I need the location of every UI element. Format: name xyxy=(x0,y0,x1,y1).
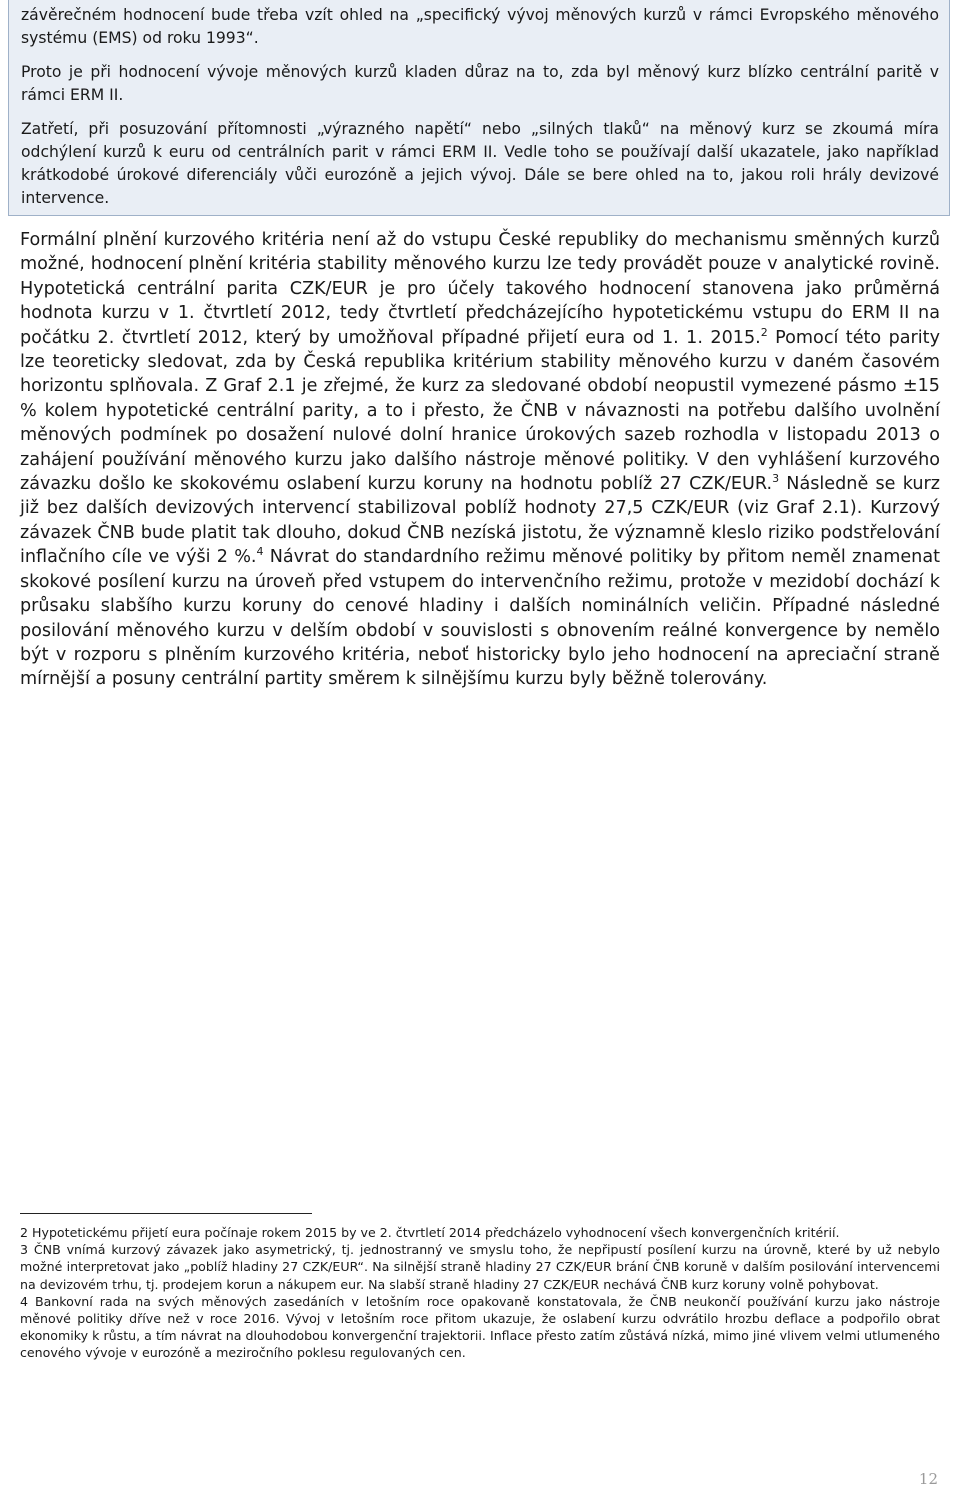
main-text-part-3: Následně se kurz již bez dalších devizových intervencí stabilizoval poblíž hodnoty 27,5 CZK/EUR (viz Graf 2.1). Kurzový závazek ČNB bude platit tak dlouho, dokud ČNB nezíská jistotu, že významně kleslo riziko podstřelování inflačního cíle ve výši 2 %. xyxy=(20,474,940,568)
footnote-4: 4 Bankovní rada na svých měnových zasedáních v letošním roce opakovaně konstatovala, že ČNB neukončí používání kurzu jako nástroje měnové politiky dříve než v roce 2016. Vývoj v letošním roce přitom ukazuje, že oslabení kurzu odvrátilo hrozbu deflace a podpořilo obrat ekonomiky k růstu, a tím návrat na dlouhodobou konvergenční trajektorii. Inflace přesto zatím zůstává nízká, mimo jiné vlivem velmi utlumeného cenového vývoje v eurozóně a meziročního poklesu regulovaných cen. xyxy=(20,1293,940,1361)
box-paragraph-3: Zatřetí, při posuzování přítomnosti „výrazného napětí“ nebo „silných tlaků“ na měnový kurz se zkoumá míra odchýlení kurzů k euru od centrálních parit v rámci ERM II. Vedle toho se používají další ukazatele, jako například krátkodobé úrokové diferenciály vůči eurozóně a jejich vývoj. Dále se bere ohled na to, jakou roli hrály devizové intervence. xyxy=(21,120,939,207)
footnote-3: 3 ČNB vnímá kurzový závazek jako asymetrický, tj. jednostranný ve smyslu toho, že nepřipustí posílení kurzu na úrovně, které by už nebylo možné interpretovat jako „poblíž hladiny 27 CZK/EUR“. Na silnější straně hladiny 27 CZK/EUR brání ČNB koruně v dalším posilování intervencemi na devizovém trhu, tj. prodejem korun a nákupem eur. Na slabší straně hladiny 27 CZK/EUR nechává ČNB kurz koruny volně pohybovat. xyxy=(20,1242,940,1292)
criteria-info-box xyxy=(8,0,950,216)
footnote-2: 2 Hypotetickému přijetí eura počínaje rokem 2015 by ve 2. čtvrtletí 2014 předcházelo vyhodnocení všech konvergenčních kritérií. xyxy=(20,1225,840,1240)
main-text-part-4: Návrat do standardního režimu měnové politiky by přitom neměl znamenat skokové posílení kurzu na úroveň před vstupem do intervenčního režimu, protože v mezidobí dochází k průsaku slabšího kurzu koruny do cenové hladiny i dalších nominálních veličin. Případné následné posilování měnového kurzu v delším období v souvislosti s obnovením reálné konvergence by nemělo být v rozporu s plněním kurzového kritéria, neboť historicky bylo jeho hodnocení na apreciační straně mírnější a posuny centrální partity směrem k silnějšímu kurzu byly běžně tolerovány. xyxy=(20,547,940,690)
footnotes xyxy=(20,1224,940,1362)
main-paragraph xyxy=(20,228,940,692)
box-paragraph-2: Proto je při hodnocení vývoje měnových kurzů kladen důraz na to, zda byl měnový kurz blízko centrální paritě v rámci ERM II. xyxy=(21,63,939,104)
main-text-part-2: Pomocí této parity lze teoreticky sledovat, zda by Česká republika kritérium stability měnového kurzu v daném časovém horizontu splňovala. Z Graf 2.1 je zřejmé, že kurz za sledované období neopustil vymezené pásmo ±15 % kolem hypotetické centrální parity, a to i přesto, že ČNB v návaznosti na potřebu dalšího uvolnění měnových podmínek po dosažení nulové dolní hranice úrokových sazeb rozhodla v listopadu 2013 o zahájení používání měnového kurzu jako dalšího nástroje měnové politiky. V den vyhlášení kurzového závazku došlo ke skokovému oslabení kurzu koruny na hodnotu poblíž 27 CZK/EUR. xyxy=(20,327,940,495)
footnote-ref-2[interactable]: 2 xyxy=(760,325,768,339)
page-number: 12 xyxy=(918,1470,938,1488)
footnote-separator xyxy=(20,1213,312,1214)
footnote-ref-4[interactable]: 4 xyxy=(256,545,264,559)
main-text-part-1: Formální plnění kurzového kritéria není až do vstupu České republiky do mechanismu směnných kurzů možné, hodnocení plnění kritéria stability měnového kurzu lze tedy provádět pouze v analytické rovině. Hypotetická centrální parita CZK/EUR je pro účely takového hodnocení stanovena jako průměrná hodnota kurzu v 1. čtvrtletí 2012, tedy čtvrtletí předcházejícího hypotetickému vstupu do ERM II na počátku 2. čtvrtletí 2012, který by umožňoval případné přijetí eura od 1. 1. 2015. xyxy=(20,230,940,348)
box-paragraph-1: závěrečném hodnocení bude třeba vzít ohled na „specifický vývoj měnových kurzů v rámci Evropského měnového systému (EMS) od roku 1993“. xyxy=(21,6,939,47)
footnote-ref-3[interactable]: 3 xyxy=(772,472,780,486)
